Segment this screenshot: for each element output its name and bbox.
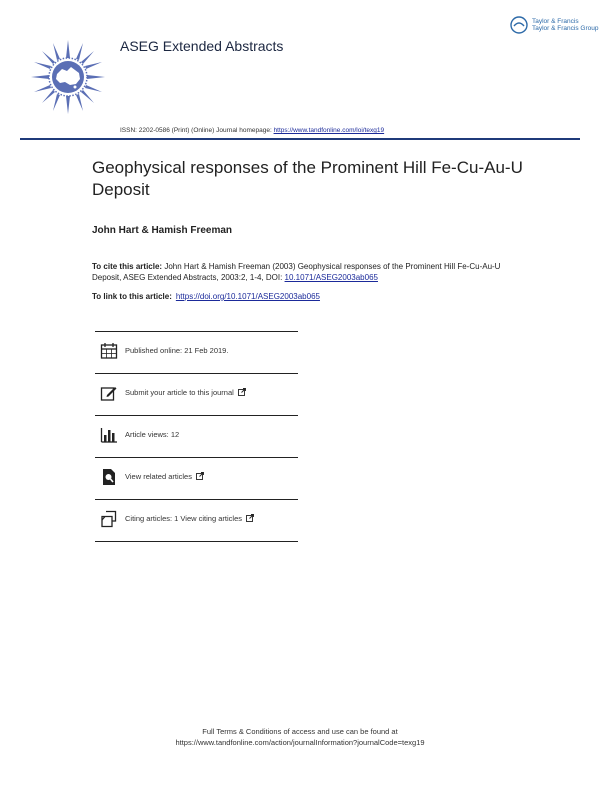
calendar-icon bbox=[100, 342, 118, 360]
journal-homepage-link[interactable]: https://www.tandfonline.com/loi/texg19 bbox=[273, 127, 385, 134]
info-row-submit[interactable] bbox=[95, 374, 298, 416]
article-info-list bbox=[95, 331, 298, 542]
issn-text: ISSN: 2202-0586 (Print) (Online) Journal homepage: bbox=[120, 127, 274, 134]
footer-terms-text: Full Terms & Conditions of access and use can be found at bbox=[202, 727, 398, 736]
issn-line bbox=[120, 127, 384, 134]
header-divider bbox=[20, 138, 580, 140]
info-row-citing[interactable] bbox=[95, 500, 298, 542]
aseg-logo bbox=[29, 38, 107, 116]
external-link-icon bbox=[196, 472, 204, 480]
publisher-logo bbox=[510, 16, 599, 36]
submit-article-label: Submit your article to this journal bbox=[125, 388, 234, 397]
citing-articles-label: Citing articles: 1 View citing articles bbox=[125, 514, 242, 523]
publisher-name: Taylor & Francis bbox=[532, 18, 579, 25]
related-articles-label: View related articles bbox=[125, 472, 192, 481]
publisher-group: Taylor & Francis Group bbox=[532, 25, 599, 32]
related-articles-link[interactable] bbox=[125, 472, 204, 481]
info-row-views bbox=[95, 416, 298, 458]
publisher-emblem-icon bbox=[510, 16, 528, 34]
footer bbox=[0, 726, 600, 748]
cite-text: John Hart & Hamish Freeman (2003) Geophysical responses of the Prominent Hill Fe-Cu-Au-U Deposit, ASEG Extended Abstracts, 2003:2, 1-4, DOI: bbox=[92, 262, 501, 282]
edit-icon bbox=[100, 384, 118, 402]
citing-icon bbox=[100, 510, 118, 528]
article-authors: John Hart & Hamish Freeman bbox=[92, 225, 233, 236]
article-link-line bbox=[92, 292, 320, 301]
external-link-icon bbox=[246, 514, 254, 522]
info-row-related[interactable] bbox=[95, 458, 298, 500]
published-date: Published online: 21 Feb 2019. bbox=[125, 346, 229, 355]
external-link-icon bbox=[238, 388, 246, 396]
doi-link[interactable]: 10.1071/ASEG2003ab065 bbox=[284, 273, 378, 282]
journal-name: ASEG Extended Abstracts bbox=[120, 38, 284, 54]
article-views: Article views: 12 bbox=[125, 430, 180, 439]
citing-articles-link[interactable] bbox=[125, 514, 254, 523]
bar-chart-icon bbox=[100, 426, 118, 444]
footer-terms-link[interactable]: https://www.tandfonline.com/action/journalInformation?journalCode=texg19 bbox=[175, 738, 425, 747]
cite-label: To cite this article: bbox=[92, 262, 163, 271]
info-row-published bbox=[95, 331, 298, 374]
search-document-icon bbox=[100, 468, 118, 486]
submit-article-link[interactable] bbox=[125, 388, 246, 397]
article-title: Geophysical responses of the Prominent Hill Fe-Cu-Au-U Deposit bbox=[92, 158, 523, 199]
citation bbox=[92, 261, 522, 283]
link-label: To link to this article: bbox=[92, 292, 172, 301]
article-url-link[interactable]: https://doi.org/10.1071/ASEG2003ab065 bbox=[175, 292, 320, 301]
